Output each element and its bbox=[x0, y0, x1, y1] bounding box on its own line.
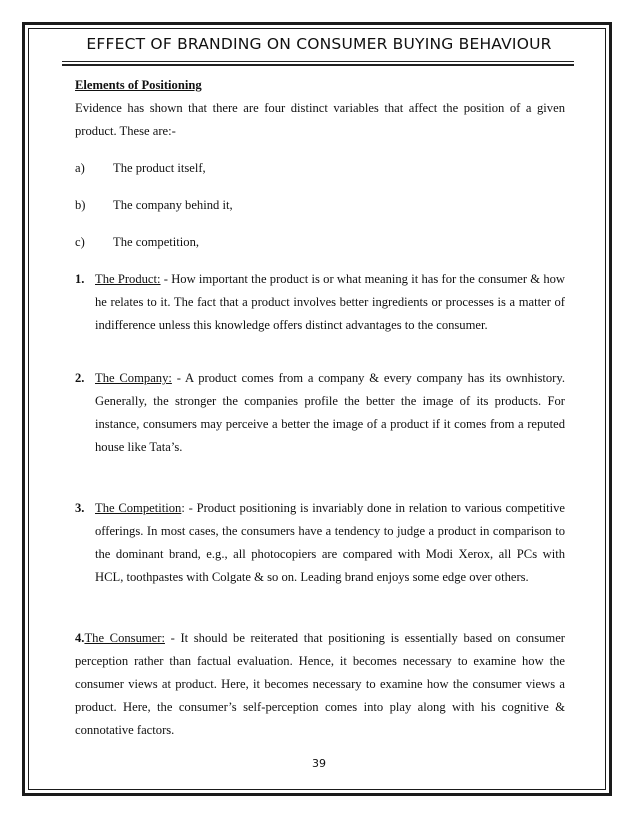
header-rule-thick bbox=[62, 64, 574, 66]
point-heading: The Competition bbox=[95, 501, 182, 515]
page-body bbox=[75, 74, 565, 742]
point-number: 3. bbox=[75, 501, 85, 515]
point-body bbox=[95, 268, 565, 337]
point-body bbox=[95, 367, 565, 459]
list-item bbox=[75, 194, 565, 217]
list-marker: c) bbox=[75, 235, 85, 249]
point-text: - How important the product is or what meaning it has for the consumer & how he relates to it. The fact that a product involves better ingredients or processes is a matter of indifference unless this knowledge offers distinct advantages to the consumer. bbox=[95, 272, 566, 332]
point-number: 1. bbox=[75, 272, 85, 286]
point-product bbox=[75, 268, 565, 337]
running-header: EFFECT OF BRANDING ON CONSUMER BUYING BEHAVIOUR bbox=[86, 35, 552, 53]
list-item bbox=[75, 231, 565, 254]
point-number: 4. bbox=[75, 631, 85, 645]
point-company bbox=[75, 367, 565, 459]
point-heading: The Product: bbox=[95, 272, 161, 286]
point-text: - It should be reiterated that positioning is essentially based on consumer perception rather than factual evaluation. Hence, it becomes necessary to examine how the consumer views at product. Here, it becomes necessary to examine how the consumer views a product. Here, the consumer’s self-perception comes into play along with his cognitive & connotative factors. bbox=[75, 631, 565, 737]
variables-list bbox=[75, 157, 565, 254]
point-consumer bbox=[75, 627, 565, 742]
point-number: 2. bbox=[75, 371, 85, 385]
intro-paragraph: Evidence has shown that there are four distinct variables that affect the position of a given product. These are:- bbox=[75, 101, 565, 138]
point-heading: The Consumer: bbox=[84, 631, 165, 645]
list-item-text: The product itself, bbox=[113, 161, 206, 175]
section-title: Elements of Positioning bbox=[75, 78, 202, 92]
point-text: : - Product positioning is invariably done in relation to various competitive offerings. In most cases, the consumers have a tendency to judge a product in comparison to the dominant brand, e.g., all photocopiers are compared with Modi Xerox, all PCs with HCL, toothpastes with Colgate & so on. Leading brand enjoys some edge over others. bbox=[95, 501, 566, 584]
point-body bbox=[95, 497, 565, 589]
point-text: - A product comes from a company & every company has its ownhistory. Generally, the stronger the companies profile the better the image of its products. For instance, consumers may perceive a better the image of a product if it comes from a reputed house like Tata’s. bbox=[95, 371, 566, 454]
header-rule-thin bbox=[62, 61, 574, 62]
page-number: 39 bbox=[312, 757, 326, 770]
list-item-text: The competition, bbox=[113, 235, 200, 249]
list-item-text: The company behind it, bbox=[113, 198, 233, 212]
point-heading: The Company: bbox=[95, 371, 172, 385]
list-item bbox=[75, 157, 565, 180]
point-competition bbox=[75, 497, 565, 589]
list-marker: b) bbox=[75, 198, 86, 212]
list-marker: a) bbox=[75, 161, 85, 175]
